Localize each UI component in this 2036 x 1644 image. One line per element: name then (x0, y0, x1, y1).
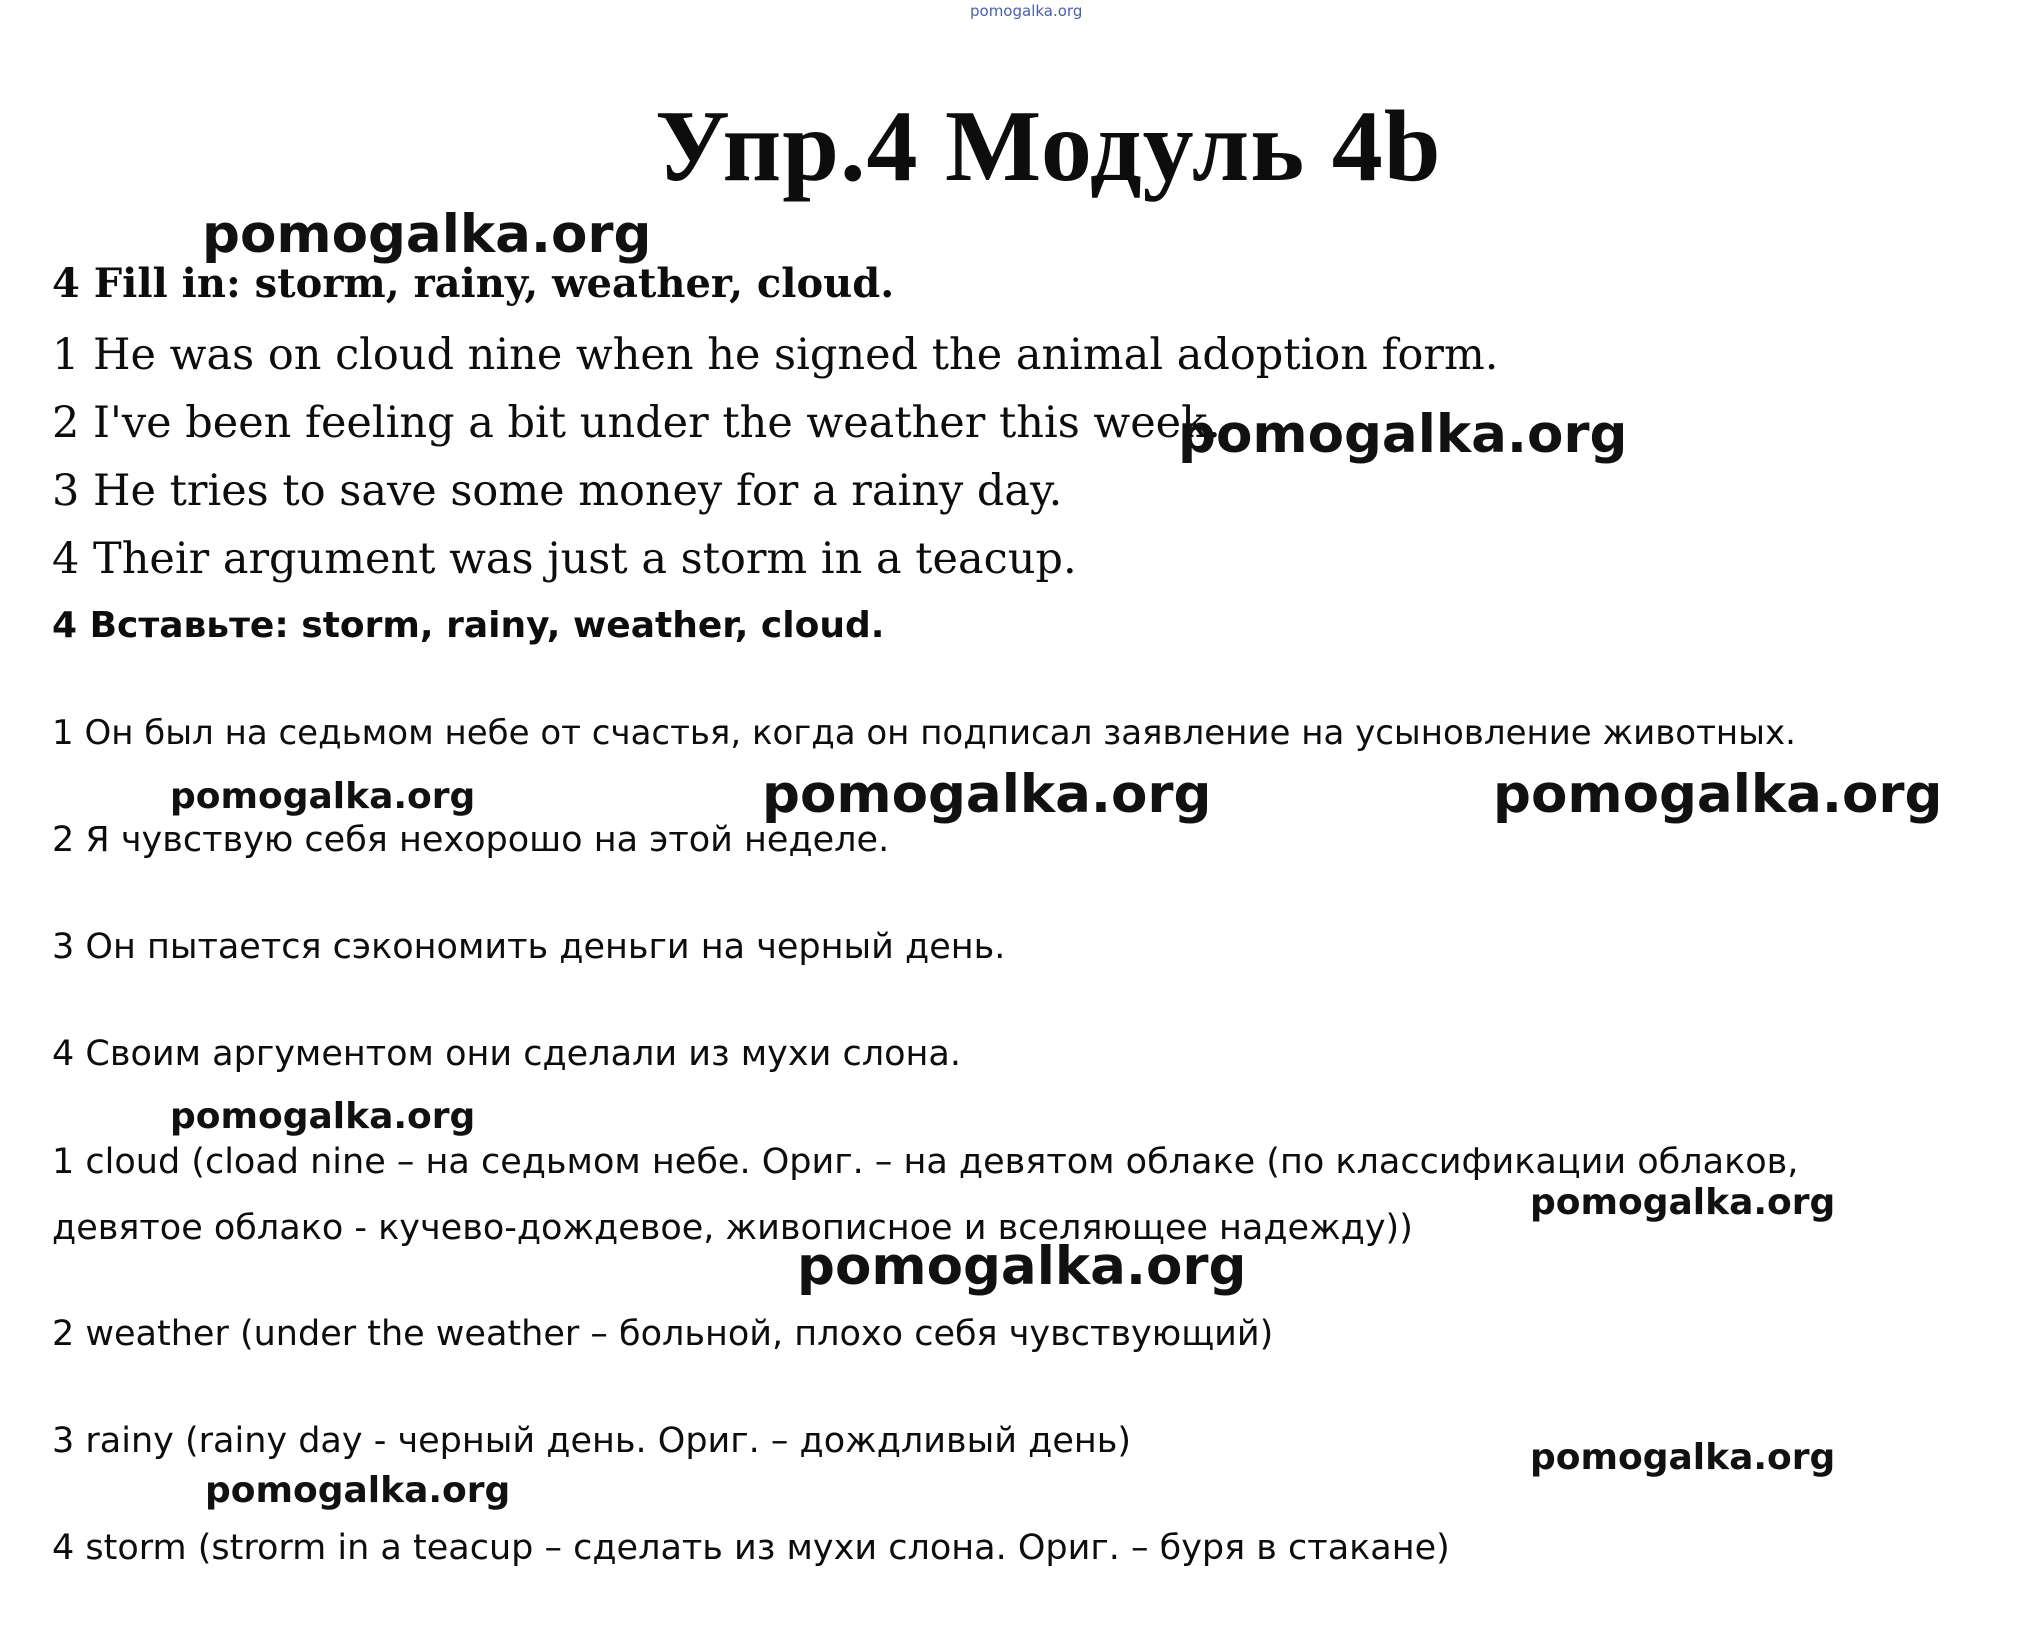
english-task-heading: 4 Fill in: storm, rainy, weather, cloud. (52, 260, 895, 307)
english-sentence-4: 4 Their argument was just a storm in a teacup. (52, 534, 1077, 584)
watermark: pomogalka.org (797, 1236, 1247, 1297)
english-sentence-3: 3 He tries to save some money for a rainy day. (52, 466, 1063, 516)
top-watermark: pomogalka.org (970, 2, 1083, 20)
answer-1-line-2: девятое облако - кучево-дождевое, живописное и вселяющее надежду)) (52, 1208, 1413, 1248)
watermark: pomogalka.org (1178, 404, 1628, 465)
page-title: Упр.4 Модуль 4b (655, 90, 1442, 203)
answer-1-line-1: 1 cloud (cload nine – на седьмом небе. Ориг. – на девятом облаке (по классификации облаков, (52, 1142, 1799, 1182)
russian-sentence-4: 4 Своим аргументом они сделали из мухи слона. (52, 1034, 961, 1074)
watermark: pomogalka.org (170, 1096, 476, 1137)
watermark: pomogalka.org (1530, 1182, 1836, 1223)
watermark: pomogalka.org (170, 776, 476, 817)
watermark: pomogalka.org (202, 204, 652, 265)
russian-task-heading: 4 Вставьте: storm, rainy, weather, cloud. (52, 605, 885, 646)
answer-4: 4 storm (strorm in a teacup – сделать из мухи слона. Ориг. – буря в стакане) (52, 1528, 1450, 1568)
watermark: pomogalka.org (1493, 764, 1943, 825)
russian-sentence-1: 1 Он был на седьмом небе от счастья, когда он подписал заявление на усыновление животных. (52, 713, 1796, 753)
watermark: pomogalka.org (762, 764, 1212, 825)
russian-sentence-3: 3 Он пытается сэкономить деньги на черный день. (52, 927, 1006, 967)
answer-3: 3 rainy (rainy day - черный день. Ориг. – дождливый день) (52, 1421, 1132, 1461)
russian-sentence-2: 2 Я чувствую себя нехорошо на этой неделе. (52, 820, 890, 860)
answer-2: 2 weather (under the weather – больной, плохо себя чувствующий) (52, 1314, 1274, 1354)
english-sentence-1: 1 He was on cloud nine when he signed the animal adoption form. (52, 330, 1499, 380)
english-sentence-2: 2 I've been feeling a bit under the weather this week. (52, 398, 1221, 448)
watermark: pomogalka.org (205, 1470, 511, 1511)
watermark: pomogalka.org (1530, 1437, 1836, 1478)
